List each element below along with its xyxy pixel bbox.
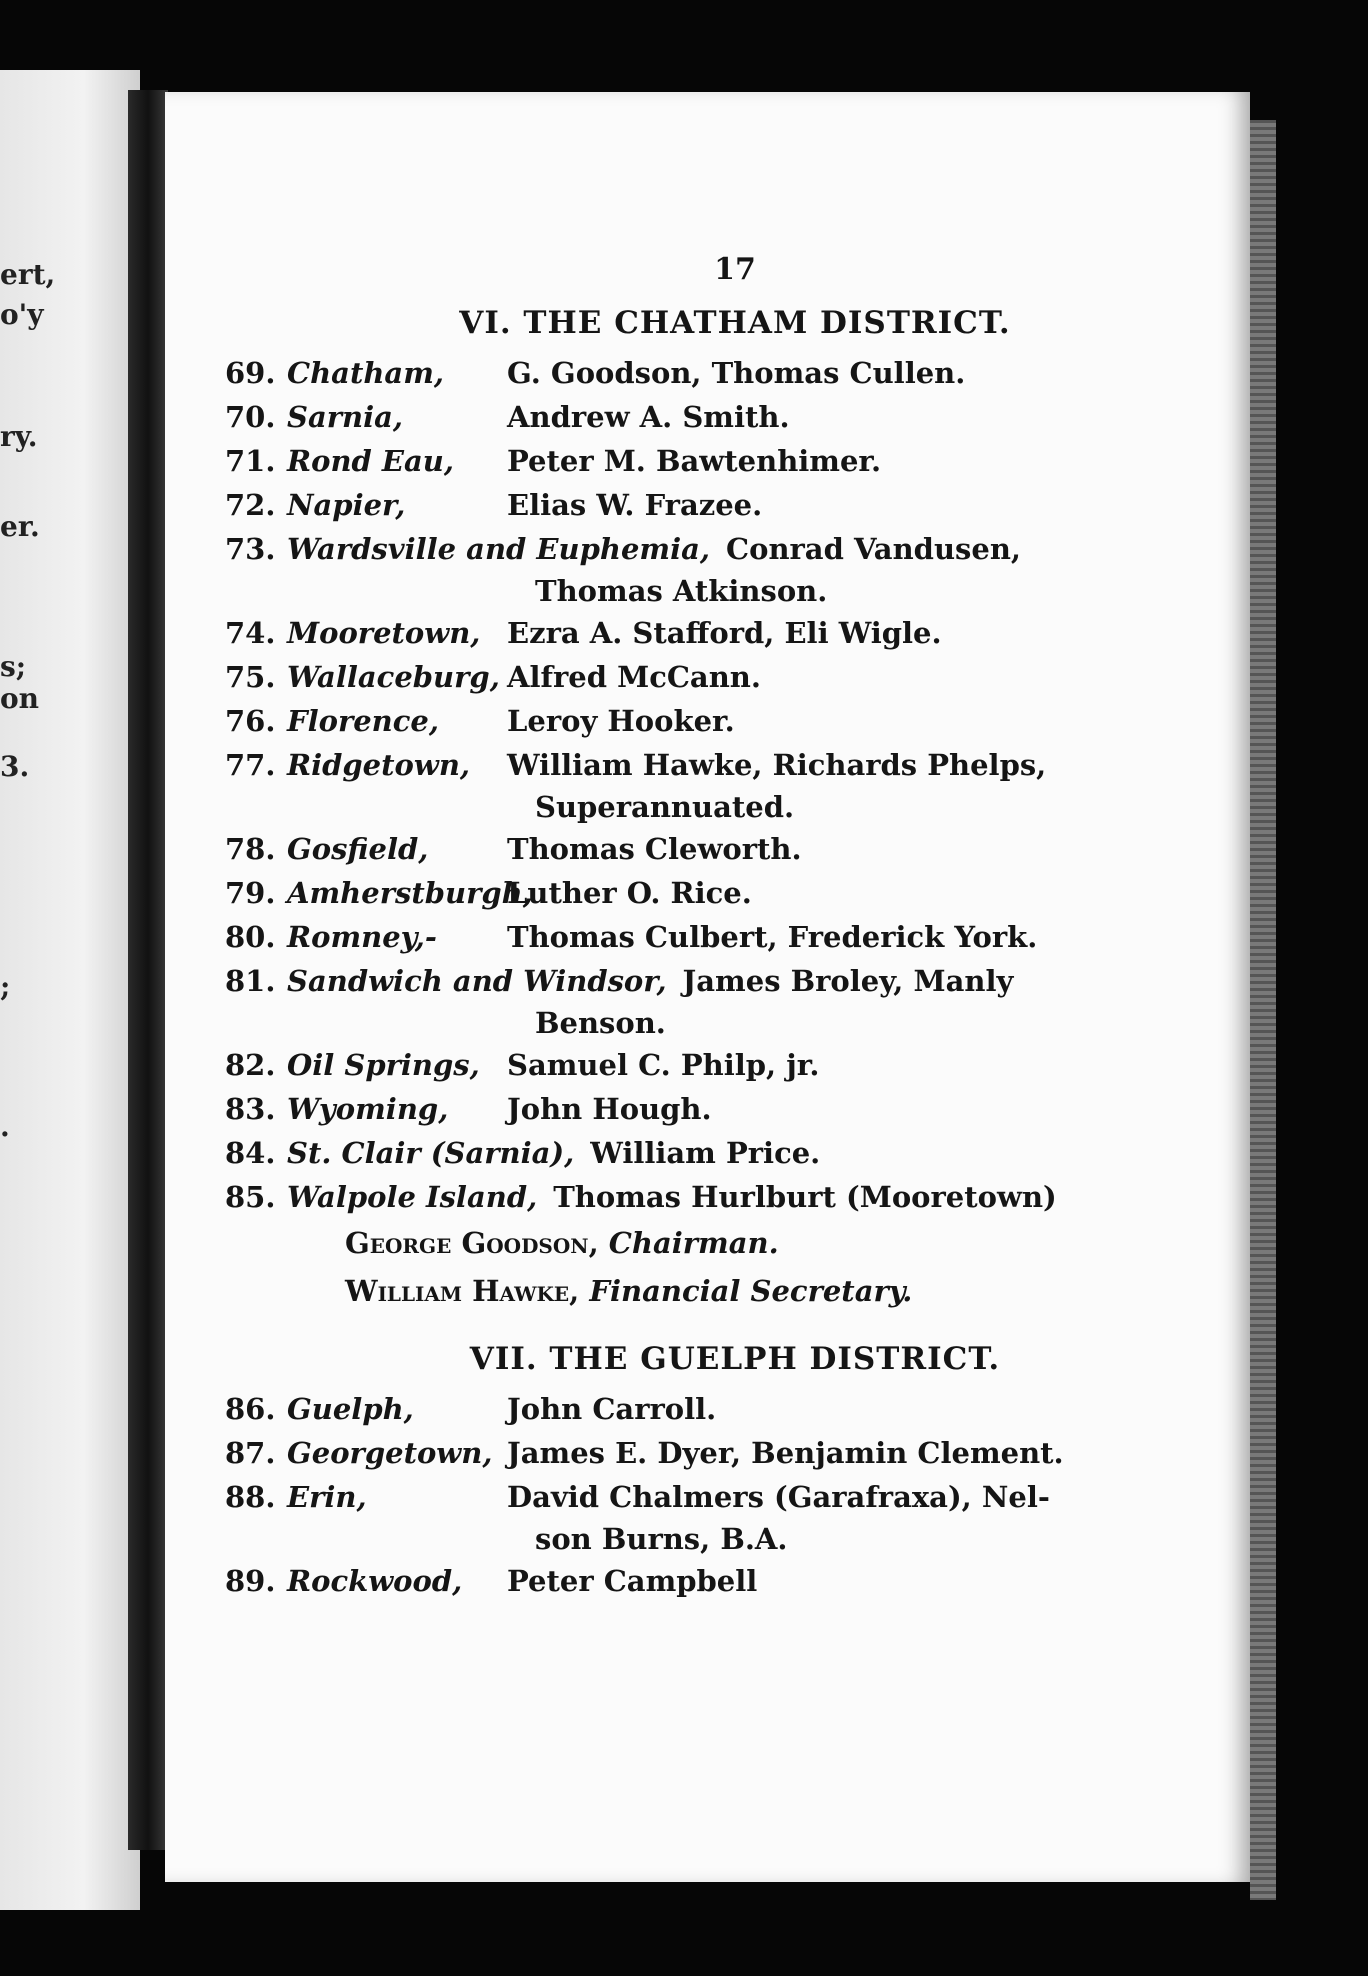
entry-place: Wallaceburg, [287, 660, 500, 694]
list-item [225, 1559, 1205, 1603]
section-heading: VII. THE GUELPH DISTRICT. [469, 1341, 1001, 1377]
entry-names: Peter M. Bawtenhimer. [507, 444, 882, 478]
margin-fragment: . [0, 1110, 10, 1143]
margin-fragment: ert, [0, 258, 56, 291]
book-page [165, 92, 1250, 1882]
entry-number: 78. [225, 832, 276, 866]
section-heading: VI. THE CHATHAM DISTRICT. [459, 305, 1011, 341]
entry-place: Rond Eau, [287, 444, 454, 478]
entry-names: John Carroll. [507, 1392, 717, 1426]
list-item [225, 655, 1205, 699]
entry-place: Amherstburgh, [287, 876, 533, 910]
list-item [225, 483, 1205, 527]
entry-names: Alfred McCann. [507, 660, 761, 694]
entry-names: William Price. [590, 1136, 821, 1170]
officer-role: Chairman. [608, 1226, 779, 1260]
officer-name: George Goodson, [345, 1226, 599, 1260]
entry-names: Luther O. Rice. [507, 876, 752, 910]
list-item [225, 1431, 1205, 1475]
entry-names: Samuel C. Philp, jr. [507, 1048, 820, 1082]
entry-continuation: Benson. [535, 1006, 666, 1040]
entry-place: Georgetown, [287, 1436, 493, 1470]
entry-names: Conrad Vandusen, [726, 532, 1021, 566]
entry-names: James Broley, Manly [682, 964, 1014, 998]
entry-number: 83. [225, 1092, 276, 1126]
entry-number: 71. [225, 444, 276, 478]
list-item [225, 1387, 1205, 1431]
list-item [225, 871, 1205, 915]
entry-number: 84. [225, 1136, 276, 1170]
entry-place: Gosfield, [287, 832, 429, 866]
entry-place: Rockwood, [287, 1564, 463, 1598]
entry-place: Wyoming, [287, 1092, 449, 1126]
list-item [225, 699, 1205, 743]
entry-place: Ridgetown, [287, 748, 471, 782]
entry-names: David Chalmers (Garafraxa), Nel- [507, 1480, 1050, 1514]
chairman-line [225, 1219, 1205, 1267]
list-item [225, 395, 1205, 439]
entry-number: 82. [225, 1048, 276, 1082]
list-item [225, 1475, 1205, 1519]
entry-number: 76. [225, 704, 276, 738]
entry-continuation: son Burns, B.A. [535, 1522, 788, 1556]
entry-place: Florence, [287, 704, 439, 738]
list-item [225, 1131, 1205, 1175]
list-item [225, 1043, 1205, 1087]
entry-names: Andrew A. Smith. [507, 400, 790, 434]
entry-number: 72. [225, 488, 276, 522]
list-item [225, 527, 1205, 571]
entry-number: 79. [225, 876, 276, 910]
entry-number: 85. [225, 1180, 276, 1214]
entry-place: Chatham, [287, 356, 445, 390]
entry-names: John Hough. [507, 1092, 712, 1126]
entry-number: 75. [225, 660, 276, 694]
financial-secretary-line [225, 1267, 1205, 1315]
list-item [225, 611, 1205, 655]
margin-fragment: s; [0, 650, 27, 683]
entry-names: Thomas Cleworth. [507, 832, 802, 866]
entry-place: Sandwich and Windsor, [287, 964, 667, 998]
entry-names: William Hawke, Richards Phelps, [507, 748, 1047, 782]
margin-fragment: o'y [0, 298, 44, 331]
entry-names: Thomas Culbert, Frederick York. [507, 920, 1038, 954]
entry-names: Peter Campbell [507, 1564, 758, 1598]
entry-number: 80. [225, 920, 276, 954]
entry-number: 88. [225, 1480, 276, 1514]
list-item [225, 439, 1205, 483]
entry-number: 69. [225, 356, 276, 390]
page-edge [1250, 120, 1276, 1900]
entry-continuation: Thomas Atkinson. [535, 574, 828, 608]
list-item [225, 959, 1205, 1003]
entry-number: 77. [225, 748, 276, 782]
facing-page-fragment [0, 70, 140, 1910]
entry-names: James E. Dyer, Benjamin Clement. [507, 1436, 1064, 1470]
entry-place: Wardsville and Euphemia, [287, 532, 711, 566]
entry-names: Thomas Hurlburt (Mooretown) [553, 1180, 1057, 1214]
entry-place: Mooretown, [287, 616, 481, 650]
section-guelph [225, 1341, 1205, 1603]
officer-name: William Hawke, [345, 1274, 580, 1308]
page-content [225, 252, 1205, 1603]
entry-place: Erin, [287, 1480, 367, 1514]
list-item [225, 743, 1205, 787]
officer-role: Financial Secretary. [589, 1274, 913, 1308]
entry-continuation: Superannuated. [535, 790, 795, 824]
entry-number: 87. [225, 1436, 276, 1470]
entry-place: Guelph, [287, 1392, 414, 1426]
entry-number: 74. [225, 616, 276, 650]
entry-number: 81. [225, 964, 276, 998]
entry-place: Napier, [287, 488, 406, 522]
margin-fragment: ry. [0, 420, 38, 453]
list-item [225, 827, 1205, 871]
list-item [225, 915, 1205, 959]
margin-fragment: ; [0, 970, 11, 1003]
entry-place: St. Clair (Sarnia), [287, 1136, 575, 1170]
section-chatham [225, 305, 1205, 1315]
entry-place: Romney,- [287, 920, 437, 954]
entry-names: Leroy Hooker. [507, 704, 735, 738]
entry-names: Ezra A. Stafford, Eli Wigle. [507, 616, 942, 650]
list-item [225, 1175, 1205, 1219]
entry-number: 70. [225, 400, 276, 434]
book-spine [128, 90, 168, 1850]
page-number: 17 [714, 252, 756, 287]
entry-place: Oil Springs, [287, 1048, 480, 1082]
list-item [225, 351, 1205, 395]
list-item [225, 1087, 1205, 1131]
entry-number: 89. [225, 1564, 276, 1598]
entry-number: 86. [225, 1392, 276, 1426]
entry-number: 73. [225, 532, 276, 566]
margin-fragment: 3. [0, 750, 30, 783]
entry-names: G. Goodson, Thomas Cullen. [507, 356, 966, 390]
margin-fragment: on [0, 682, 40, 715]
margin-fragment: er. [0, 510, 40, 543]
entry-names: Elias W. Frazee. [507, 488, 763, 522]
entry-place: Sarnia, [287, 400, 403, 434]
entry-place: Walpole Island, [287, 1180, 538, 1214]
